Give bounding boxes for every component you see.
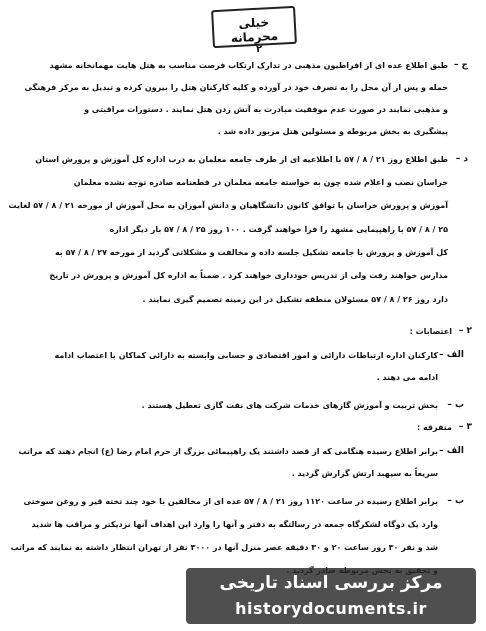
- section-2-marker: ۲ –: [458, 326, 472, 336]
- text-line-10: مدارس خواهند رفت ولی از تدریس خودداری خواهند کرد . ضمناً به اداره کل آموزش و پرورش در تاریخ: [49, 271, 448, 280]
- section-2-be-text: بخش تربیت و آموزش گازهای خدمات شرکت های نفت گازی تعطیل هستند .: [141, 401, 438, 410]
- text-line-3: و مذهبی نمایند در صورت عدم موفقیت مبادرت به آتش زدن هتل نمایند . دستورات مراقبتی و: [84, 105, 448, 114]
- page-number: ۲: [256, 44, 263, 55]
- section-3-title: متفرقه :: [416, 423, 452, 432]
- text-line-5: طبق اطلاع روز ۲۱ / ۸ / ۵۷ با اطلاعیه ای از طرف جامعه معلمان به درب اداره کل آموزش و پرورش استان: [35, 155, 448, 164]
- section-2-title: اعتصابات :: [409, 327, 452, 336]
- text-line-2: حمله و پس از آن محل را به تصرف خود در آورده و کلیه کارکنان هتل را بیرون کرده و تبدیل به مرکز فرهنگی: [24, 83, 448, 92]
- watermark-url: historydocuments.ir: [235, 599, 427, 618]
- section-3-alef-cont: سریعاً به سپهبد ارتش گزارش گردید .: [291, 469, 438, 478]
- item-marker-c: ج –: [453, 60, 468, 70]
- text-line-6: خراسان نصب و اعلام شده چون به خواسته جامعه معلمان در قطعنامه صادره توجه نشده معلمان: [73, 178, 448, 187]
- text-line-7: آموزش و پرورش خراسان با توافق کانون دانشگاهیان و دانش آموزان به محل آموزش از مورخه ۲۱ / ۸ / ۵۷ لغایت: [8, 201, 448, 210]
- text-line-8: ۲۵ / ۸ / ۵۷ با راهپیمایی مشهد را فرا خواهند گرفت . ۱۰۰ روز ۲۵ / ۸ / ۵۷ بار دیگر اداره: [109, 225, 448, 234]
- section-3-be-text: برابر اطلاع رسیده در ساعت ۱۱۲۰ روز ۲۱ / ۸ / ۵۷ عده ای از مخالفین با خود چند تخته قیر و روغن سوختی: [23, 497, 438, 506]
- item-marker-d: د –: [455, 154, 468, 164]
- stamp-text: خیلی محرمانه: [230, 15, 279, 46]
- section-2-alef-text: کارکنان اداره ارتباطات دارائی و امور اقتصادی و حسابی وابسته به دارائی کماکان با اعتصاب ادامه: [54, 351, 438, 360]
- text-line-1: طبق اطلاع عده ای از افراطیون مذهبی در تدارک ارتکاب فرصت مناسب به هتل هایت مهمانخانه مشهد: [49, 61, 448, 70]
- classification-stamp: [211, 6, 297, 48]
- section-3-be-cont1: وارد یک دوگاه لشکرگاه جمعه در رسالتگه به دفتر و آنها را وارد این اهداف آنها نزدیکتر و مراقب ها شدید: [31, 520, 438, 529]
- section-3-sub-alef: الف –: [439, 446, 464, 456]
- watermark-banner: [186, 568, 476, 624]
- watermark-title: مرکز بررسی اسناد تاریخی: [219, 573, 443, 593]
- section-3-alef-text: برابر اطلاع رسیده هنگامی که از قصد داشتند یک راهپیمائی بزرگ از حرم امام رضا (ع) انجام دهند که مراتب: [18, 447, 438, 456]
- text-line-9: کل آموزش و پرورش با جامعه تشکیل جلسه داده و مخالفت و مشکلاتی گردید از مورخه ۲۷ / ۸ / ۵۷ به: [54, 248, 448, 257]
- section-2-sub-alef: الف –: [439, 350, 464, 360]
- text-line-4: پیشگیری به بخش مربوطه و مسئولین هتل مزبور داده شد .: [217, 127, 448, 136]
- section-3-be-cont2: شد و نفر ۳۰ روز ساعت ۲۰ و ۳۰ دقیقه عصر منزل آنها در ۳۰۰۰ نفر از تهران انتظار داشته به نمایند که مراتب: [10, 543, 438, 552]
- section-3-marker: ۳ –: [458, 422, 472, 432]
- section-2-alef-cont: ادامه می دهند .: [376, 373, 438, 382]
- text-line-11: دارد روز ۲۶ / ۸ / ۵۷ مسئولان منطقه تشکیل در این زمینه تصمیم گیری نمایند .: [142, 295, 448, 304]
- section-2-sub-be: ب –: [447, 400, 464, 410]
- section-3-sub-be: ب –: [447, 496, 464, 506]
